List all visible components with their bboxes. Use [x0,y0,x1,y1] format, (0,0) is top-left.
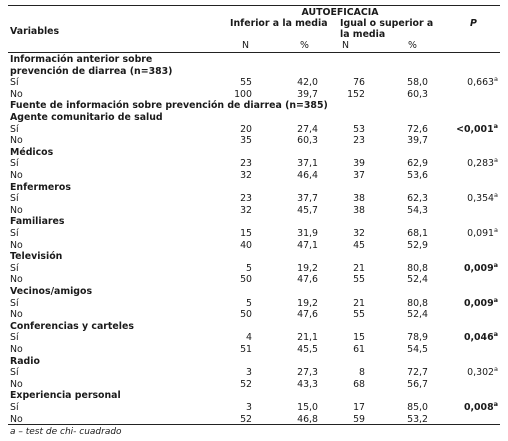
cell-pct-igual: 62,3 [407,193,428,205]
cell-pct-igual: 54,3 [407,204,428,216]
p-value-footnote-mark: a [494,365,498,374]
header-autoeficacia: AUTOEFICACIA [301,7,379,18]
header-igual-line2: la media [340,29,386,40]
p-value-footnote-mark: a [494,75,498,84]
cell-pct-igual: 72,7 [407,367,428,379]
table-section-label: Vecinos/amigos [10,286,93,297]
cell-n-igual: 45 [353,239,365,251]
row-label: No [10,309,23,321]
row-label: No [10,378,23,390]
cell-pct-inferior: 45,5 [297,344,318,355]
row-label: No [10,344,23,355]
row-label: Sí [10,332,19,344]
p-value-text: 0,046 [463,332,494,344]
cell-pct-inferior: 19,2 [297,262,318,274]
cell-n-inferior: 52 [240,378,252,390]
cell-pct-igual: 62,9 [407,158,428,170]
table-section-label: Radio [10,355,40,367]
cell-pct-igual: 80,8 [407,262,428,274]
cell-n-inferior: 35 [240,135,252,147]
cell-n-inferior: 32 [240,170,252,181]
cell-pct-igual: 53,2 [407,413,428,425]
cell-pct-inferior: 60,3 [297,135,318,147]
cell-pct-igual: 58,0 [407,77,428,89]
cell-pct-inferior: 45,7 [297,204,318,216]
cell-n-igual: 21 [353,262,365,274]
cell-n-igual: 37 [353,170,365,181]
header-pct1: % [300,40,309,51]
cell-pct-igual: 52,4 [407,309,428,321]
top-rule [8,5,500,6]
row-label: Sí [10,77,19,89]
cell-pct-igual: 72,6 [407,123,428,135]
p-value-text: 0,354 [467,193,495,205]
cell-p-value [440,193,498,204]
table-section-label: Agente comunitario de salud [10,112,163,123]
row-label: No [10,274,23,286]
cell-n-inferior: 52 [240,413,252,425]
p-value-footnote-mark: a [493,121,498,130]
header-p: P [470,18,477,29]
cell-pct-inferior: 31,9 [297,228,318,239]
cell-p-value [440,225,498,239]
cell-n-inferior: 20 [240,123,252,135]
table-section-label: Conferencias y carteles [10,320,134,332]
cell-p-value [440,121,498,135]
p-value-text: 0,009 [463,262,494,274]
table-section-label: Experiencia personal [10,390,121,402]
cell-pct-inferior: 37,1 [297,158,318,170]
row-label: No [10,170,23,181]
cell-n-inferior: 50 [240,309,252,321]
cell-n-inferior: 3 [246,367,252,379]
cell-pct-igual: 68,1 [407,228,428,239]
cell-pct-igual: 80,8 [407,297,428,309]
cell-n-igual: 38 [353,193,365,205]
cell-n-igual: 8 [359,367,365,379]
cell-pct-inferior: 39,7 [297,88,318,100]
cell-n-igual: 68 [353,378,365,390]
cell-n-igual: 23 [353,135,365,147]
table-section-label: Familiares [10,216,65,228]
cell-n-igual: 53 [353,123,365,135]
cell-n-inferior: 23 [240,193,252,205]
p-value-footnote-mark: a [493,260,498,269]
cell-p-value [440,260,498,274]
row-label: Sí [10,262,19,274]
cell-n-inferior: 3 [246,402,252,413]
row-label: Sí [10,367,19,379]
p-value-text: <0,001 [456,123,494,135]
cell-n-inferior: 5 [246,262,252,274]
cell-pct-inferior: 15,0 [297,402,318,413]
header-n2: N [342,40,350,51]
p-value-text: 0,663 [467,77,495,89]
header-pct2: % [408,40,417,51]
cell-pct-igual: 53,6 [407,170,428,181]
cell-p-value [440,77,498,88]
table-section-label: Enfermeros [10,181,71,193]
cell-n-igual: 59 [353,413,365,425]
header-igual-line1: Igual o superior a [340,18,434,29]
cell-n-inferior: 4 [246,332,252,344]
p-value-footnote-mark: a [493,330,498,339]
cell-n-inferior: 5 [246,297,252,309]
cell-n-igual: 21 [353,297,365,309]
table-section-label: Información anterior sobre [10,54,153,65]
p-value-text: 0,283 [467,158,495,170]
cell-n-igual: 32 [353,228,365,239]
cell-p-value [440,332,498,343]
header-rule [8,52,500,53]
header-inferior: Inferior a la media [230,18,328,29]
cell-p-value [440,367,498,378]
cell-pct-inferior: 27,4 [297,123,318,135]
cell-pct-igual: 85,0 [407,402,428,413]
cell-pct-inferior: 47,1 [297,239,318,251]
cell-n-inferior: 40 [240,239,252,251]
cell-p-value [440,158,498,169]
cell-pct-igual: 56,7 [407,378,428,390]
cell-n-inferior: 55 [240,77,252,89]
cell-pct-igual: 54,5 [407,344,428,355]
p-value-footnote-mark: a [494,191,498,200]
cell-pct-inferior: 37,7 [297,193,318,205]
cell-pct-igual: 52,4 [407,274,428,286]
cell-n-igual: 55 [353,309,365,321]
header-n1: N [242,40,250,51]
table-section-label: Médicos [10,146,54,158]
row-label: No [10,413,23,425]
row-label: Sí [10,228,19,239]
cell-pct-inferior: 21,1 [297,332,318,344]
row-label: No [10,239,23,251]
cell-pct-igual: 60,3 [407,88,428,100]
cell-pct-igual: 52,9 [407,239,428,251]
cell-n-inferior: 23 [240,158,252,170]
row-label: No [10,204,23,216]
row-label: No [10,88,23,100]
table-section-label: Televisión [10,251,63,263]
cell-pct-inferior: 46,8 [297,413,318,425]
cell-n-inferior: 100 [234,88,252,100]
cell-n-inferior: 50 [240,274,252,286]
p-value-footnote-mark: a [494,156,498,165]
p-value-footnote-mark: a [494,225,498,234]
row-label: Sí [10,123,19,135]
cell-n-igual: 17 [353,402,365,413]
cell-pct-inferior: 27,3 [297,367,318,379]
row-label: Sí [10,297,19,309]
p-value-text: 0,008 [463,402,494,413]
footnote: a – test de chi- cuadrado [10,427,122,437]
cell-pct-inferior: 43,3 [297,378,318,390]
p-value-text: 0,302 [467,367,495,379]
cell-pct-inferior: 47,6 [297,309,318,321]
p-value-text: 0,091 [467,228,495,239]
cell-n-igual: 38 [353,204,365,216]
cell-p-value [440,399,498,413]
p-value-footnote-mark: a [493,295,498,304]
cell-n-igual: 76 [353,77,365,89]
cell-pct-inferior: 46,4 [297,170,318,181]
table-section-label: prevención de diarrea (n=383) [10,65,173,77]
cell-p-value [440,295,498,309]
p-value-footnote-mark: a [493,399,498,408]
cell-pct-inferior: 42,0 [297,77,318,89]
bottom-rule [8,424,500,425]
header-variables: Variables [10,26,60,37]
row-label: Sí [10,158,19,170]
cell-pct-inferior: 19,2 [297,297,318,309]
row-label: Sí [10,193,19,205]
p-value-text: 0,009 [463,297,494,309]
cell-n-igual: 39 [353,158,365,170]
cell-n-igual: 55 [353,274,365,286]
row-label: No [10,135,23,147]
table-section-label: Fuente de información sobre prevención de diarrea (n=385) [10,100,328,112]
cell-pct-inferior: 47,6 [297,274,318,286]
row-label: Sí [10,402,19,413]
cell-n-inferior: 32 [240,204,252,216]
cell-n-igual: 61 [353,344,365,355]
cell-pct-igual: 78,9 [407,332,428,344]
cell-n-inferior: 15 [240,228,252,239]
cell-n-igual: 152 [347,88,365,100]
cell-n-inferior: 51 [240,344,252,355]
cell-n-igual: 15 [353,332,365,344]
cell-pct-igual: 39,7 [407,135,428,147]
